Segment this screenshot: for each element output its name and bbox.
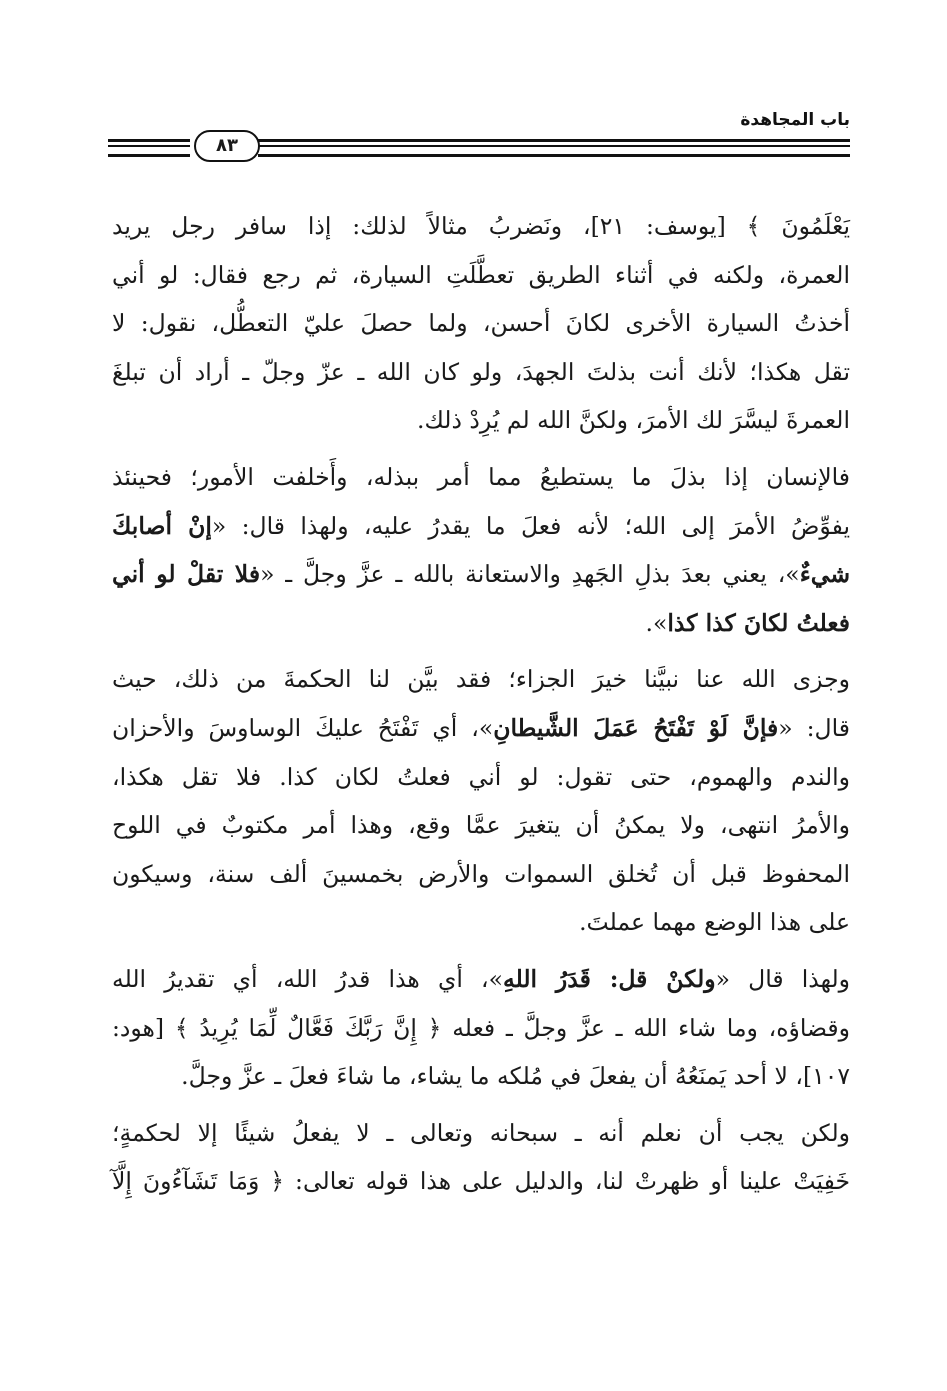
text-run: المحفوظ قبل أن تُخلق السموات والأرض بخمسينَ ألف سنة، وسيكون [112,859,850,888]
hadith-quote: شيءٌ [799,560,851,589]
paragraph [112,453,850,647]
text-run: العمرةَ ليسَّرَ لك الأمرَ، ولكنَّ الله لم يُرِدْ ذلك. [417,406,850,435]
text-line [112,453,850,502]
paragraph-gap [112,647,850,655]
hadith-quote: إنْ أصابكَ [112,511,212,540]
text-line [112,801,850,850]
paragraph [112,202,850,445]
text-run: فالإنسان إذا بذلَ ما يستطيعُ مما أمر ببذله، وأَخلفت الأمور؛ فحينئذ [112,462,850,491]
text-run: »، يعني بعدَ بذلِ الجَهدِ والاستعانة بالله ـ عزَّ وجلَّ ـ « [260,560,800,589]
text-line [112,502,850,551]
text-run: ١٠٧]، لا أحد يَمنَعُهُ أن يفعلَ في مُلكه ما يشاء، ما شاءَ فعلَ ـ عزَّ وجلَّ. [181,1062,850,1091]
text-line [112,202,850,251]
hadith-quote: فلا تقلْ لو أني [112,560,261,589]
text-line [112,1157,850,1206]
paragraph-gap [112,445,850,453]
text-line [112,753,850,802]
header-rule-right [258,139,850,157]
header-rule [108,136,850,156]
header-rule-left [108,139,190,157]
text-line [112,550,850,599]
text-line [112,1052,850,1101]
text-run: العمرة، ولكنه في أثناء الطريق تعطَّلَتِ السيارة، ثم رجع فقال: لو أني [112,260,850,289]
paragraph [112,955,850,1101]
text-line [112,655,850,704]
text-run: يَعْلَمُونَ ﴾ [يوسف: ٢١]، ونَضربُ مثالاً لذلك: إذا سافر رجل يريد [112,212,850,240]
text-run: والأمرُ انتهى، ولا يمكنُ أن يتغيرَ عمَّا وقع، وهذا أمر مكتوبٌ في اللوح [112,811,850,840]
text-run: أخذتُ السيارة الأخرى لكانَ أحسن، ولما حصلَ عليّ التعطُّل، نقول: لا [112,309,850,338]
paragraph [112,1109,850,1206]
text-run: ولهذا قال « [715,964,850,993]
text-run: »، أي تَفْتَحُ عليكَ الوساوسَ والأحزان [112,713,494,742]
text-line [112,1004,850,1053]
text-run: ». [645,608,668,637]
hadith-quote: ولكنْ قل: قَدَرُ اللهِ [503,964,716,993]
text-run: تقل هكذا؛ لأنك أنت بذلتَ الجهدَ، ولو كان الله ـ عزّ وجلّ ـ أراد أن تبلغَ [112,357,850,386]
text-line [112,396,850,445]
hadith-quote: فعلتُ لكانَ كذا كذا [667,608,850,637]
paragraph [112,655,850,947]
body-text [112,202,850,1206]
text-run: قال: « [778,713,850,742]
text-line [112,850,850,899]
text-run: ولكن يجب أن نعلم أنه ـ سبحانه وتعالى ـ لا يفعلُ شيئًا إلا لحكمةٍ؛ [112,1118,850,1147]
text-run: والندم والهموم، حتى تقول: لو أني فعلتُ لكان كذا. فلا تقل هكذا، [112,762,850,791]
text-line [112,955,850,1004]
text-run: وقضاؤه، وما شاء الله ـ عزَّ وجلَّ ـ فعله ﴿ إِنَّ رَبَّكَ فَعَّالٌ لِّمَا يُرِيدُ ﴾ [هود: [112,1013,850,1042]
text-run: وجزى الله عنا نبيَّنا خيرَ الجزاء؛ فقد بيَّن لنا الحكمةَ من ذلك، حيث [112,665,850,694]
paragraph-gap [112,1101,850,1109]
text-line [112,599,850,648]
text-line [112,704,850,753]
paragraph-gap [112,947,850,955]
chapter-title: باب المجاهدة [740,110,850,130]
page-header [108,104,850,156]
text-line [112,251,850,300]
hadith-quote: فإنَّ لَوْ تَفْتَحُ عَمَلَ الشَّيطانِ [493,713,779,742]
text-line [112,299,850,348]
text-line [112,898,850,947]
text-run: »، أي هذا قدرُ الله، أي تقديرُ الله [112,964,503,993]
text-run: خَفِيَتْ علينا أو ظهرتْ لنا، والدليل على هذا قوله تعالى: ﴿ وَمَا تَشَآءُونَ إِلَّآ [112,1167,850,1196]
text-line [112,1109,850,1158]
text-line [112,348,850,397]
page-number: ٨٣ [194,130,260,162]
text-run: يفوِّضُ الأمرَ إلى الله؛ لأنه فعلَ ما يقدرُ عليه، ولهذا قال: « [211,511,850,540]
text-run: على هذا الوضع مهما عملتَ. [579,908,850,937]
